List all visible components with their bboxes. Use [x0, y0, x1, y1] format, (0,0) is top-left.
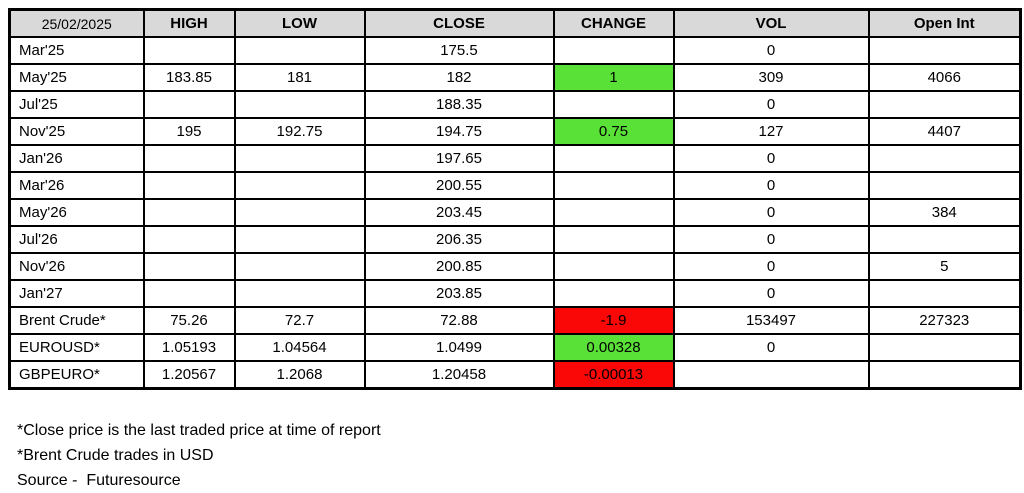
- table-row: [10, 172, 1021, 199]
- cell-label: Mar'25: [10, 37, 144, 64]
- cell-close: 203.45: [365, 199, 554, 226]
- cell-label: GBPEURO*: [10, 361, 144, 389]
- table-row: [10, 334, 1021, 361]
- cell-vol: 0: [674, 37, 869, 64]
- cell-low: [235, 91, 365, 118]
- cell-open-int: [869, 145, 1021, 172]
- report-date: 25/02/2025: [10, 10, 144, 38]
- cell-open-int: [869, 361, 1021, 389]
- cell-vol: 0: [674, 145, 869, 172]
- footnote-source: Source - Futuresource: [17, 472, 181, 489]
- cell-change: [554, 145, 674, 172]
- cell-open-int: 4066: [869, 64, 1021, 91]
- cell-vol: 153497: [674, 307, 869, 334]
- cell-open-int: 227323: [869, 307, 1021, 334]
- table-row: [10, 253, 1021, 280]
- cell-change: -0.00013: [554, 361, 674, 389]
- cell-label: May'25: [10, 64, 144, 91]
- cell-change: -1.9: [554, 307, 674, 334]
- cell-low: 72.7: [235, 307, 365, 334]
- cell-open-int: 5: [869, 253, 1021, 280]
- table-row: [10, 280, 1021, 307]
- col-header-open-int: Open Int: [869, 10, 1021, 38]
- table-row: [10, 361, 1021, 389]
- table-row: [10, 307, 1021, 334]
- cell-label: Nov'26: [10, 253, 144, 280]
- cell-open-int: [869, 334, 1021, 361]
- cell-low: 1.2068: [235, 361, 365, 389]
- cell-change: [554, 91, 674, 118]
- cell-low: [235, 226, 365, 253]
- cell-vol: 309: [674, 64, 869, 91]
- cell-high: [144, 280, 235, 307]
- cell-label: Nov'25: [10, 118, 144, 145]
- cell-vol: 0: [674, 172, 869, 199]
- cell-close: 72.88: [365, 307, 554, 334]
- cell-close: 200.85: [365, 253, 554, 280]
- cell-open-int: 384: [869, 199, 1021, 226]
- cell-vol: 0: [674, 226, 869, 253]
- cell-vol: 127: [674, 118, 869, 145]
- cell-close: 175.5: [365, 37, 554, 64]
- cell-low: [235, 37, 365, 64]
- cell-high: 75.26: [144, 307, 235, 334]
- cell-label: May'26: [10, 199, 144, 226]
- cell-low: 1.04564: [235, 334, 365, 361]
- table-row: [10, 118, 1021, 145]
- cell-vol: 0: [674, 280, 869, 307]
- cell-high: 195: [144, 118, 235, 145]
- cell-close: 1.20458: [365, 361, 554, 389]
- cell-high: [144, 199, 235, 226]
- table-row: [10, 37, 1021, 64]
- cell-label: Jan'27: [10, 280, 144, 307]
- cell-vol: 0: [674, 334, 869, 361]
- cell-close: 206.35: [365, 226, 554, 253]
- cell-low: [235, 280, 365, 307]
- cell-vol: [674, 361, 869, 389]
- cell-low: 181: [235, 64, 365, 91]
- cell-change: [554, 280, 674, 307]
- cell-high: [144, 91, 235, 118]
- table-body: [10, 37, 1021, 389]
- cell-label: Jul'25: [10, 91, 144, 118]
- cell-change: 1: [554, 64, 674, 91]
- cell-high: 1.20567: [144, 361, 235, 389]
- table-row: [10, 91, 1021, 118]
- col-header-vol: VOL: [674, 10, 869, 38]
- col-header-change: CHANGE: [554, 10, 674, 38]
- cell-high: [144, 172, 235, 199]
- cell-open-int: [869, 280, 1021, 307]
- cell-low: [235, 145, 365, 172]
- cell-low: 192.75: [235, 118, 365, 145]
- cell-close: 200.55: [365, 172, 554, 199]
- col-header-low: LOW: [235, 10, 365, 38]
- cell-vol: 0: [674, 199, 869, 226]
- cell-close: 197.65: [365, 145, 554, 172]
- cell-vol: 0: [674, 91, 869, 118]
- cell-change: [554, 37, 674, 64]
- cell-vol: 0: [674, 253, 869, 280]
- cell-label: Brent Crude*: [10, 307, 144, 334]
- cell-change: 0.00328: [554, 334, 674, 361]
- cell-label: EUROUSD*: [10, 334, 144, 361]
- cell-low: [235, 253, 365, 280]
- futures-price-table: [8, 8, 1022, 390]
- col-header-close: CLOSE: [365, 10, 554, 38]
- cell-low: [235, 199, 365, 226]
- cell-open-int: 4407: [869, 118, 1021, 145]
- cell-close: 182: [365, 64, 554, 91]
- footnote-brent-usd: *Brent Crude trades in USD: [17, 447, 214, 464]
- cell-change: 0.75: [554, 118, 674, 145]
- cell-high: [144, 145, 235, 172]
- col-header-high: HIGH: [144, 10, 235, 38]
- cell-close: 188.35: [365, 91, 554, 118]
- cell-low: [235, 172, 365, 199]
- cell-change: [554, 226, 674, 253]
- cell-close: 194.75: [365, 118, 554, 145]
- cell-close: 203.85: [365, 280, 554, 307]
- cell-label: Mar'26: [10, 172, 144, 199]
- table-row: [10, 199, 1021, 226]
- header-row: [10, 10, 1021, 38]
- cell-close: 1.0499: [365, 334, 554, 361]
- cell-high: [144, 226, 235, 253]
- cell-label: Jan'26: [10, 145, 144, 172]
- cell-change: [554, 253, 674, 280]
- cell-change: [554, 199, 674, 226]
- cell-open-int: [869, 91, 1021, 118]
- table-row: [10, 226, 1021, 253]
- cell-high: [144, 253, 235, 280]
- table-row: [10, 64, 1021, 91]
- cell-open-int: [869, 226, 1021, 253]
- cell-high: 183.85: [144, 64, 235, 91]
- cell-high: 1.05193: [144, 334, 235, 361]
- footnotes: [17, 418, 381, 493]
- footnote-close-price: *Close price is the last traded price at time of report: [17, 422, 381, 439]
- table-row: [10, 145, 1021, 172]
- cell-change: [554, 172, 674, 199]
- cell-label: Jul'26: [10, 226, 144, 253]
- cell-open-int: [869, 172, 1021, 199]
- cell-high: [144, 37, 235, 64]
- cell-open-int: [869, 37, 1021, 64]
